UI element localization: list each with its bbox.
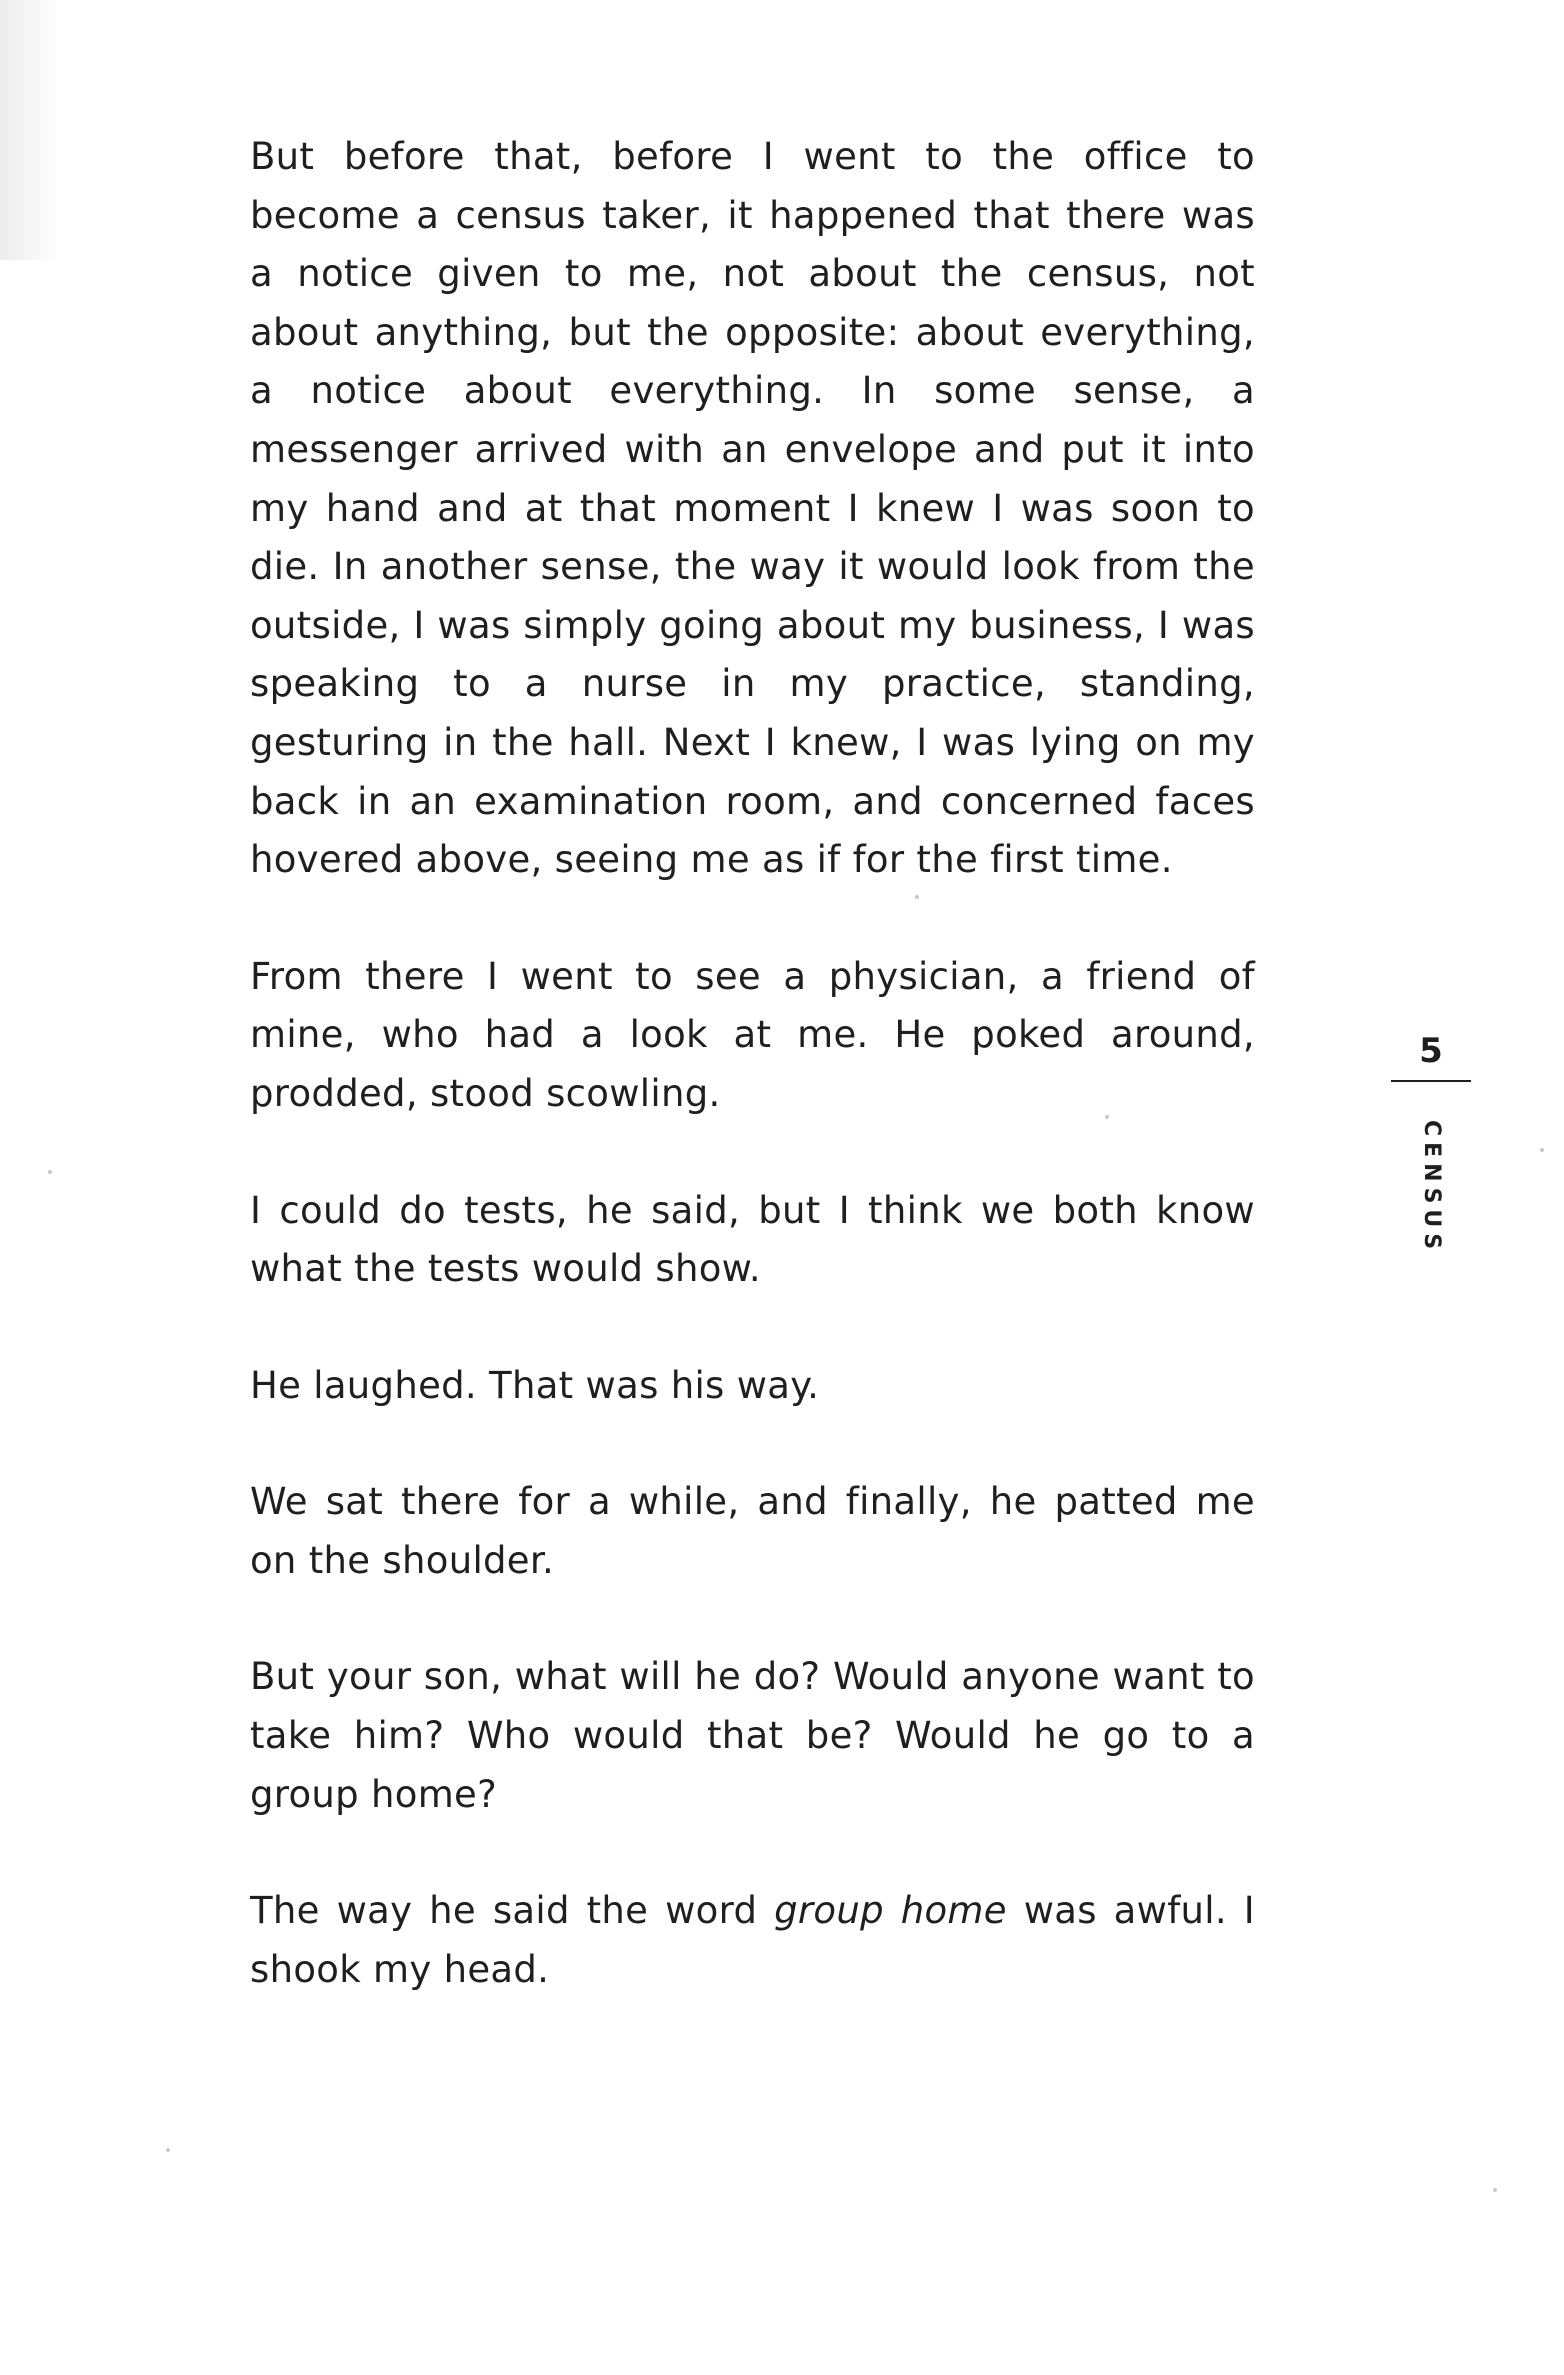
paragraph: But before that, before I went to the office to become a census taker, it happened that there was a notice given to me, not about the census, not about anything, but the opposite: about everything, a notice about everything. In some sense, a messenger arrived with an envelope and put it into my hand and at that moment I knew I was soon to die. In another sense, the way it would look from the outside, I was simply going about my business, I was speaking to a nurse in my practice, standing, gesturing in the hall. Next I knew, I was lying on my back in an examination room, and concerned faces hovered above, seeing me as if for the first time. bbox=[250, 135, 1255, 882]
paper-speck bbox=[1493, 2188, 1497, 2192]
paragraph: But your son, what will he do? Would anyone want to take him? Who would that be? Would he go to a group home? bbox=[250, 1655, 1255, 1816]
paper-speck bbox=[1105, 1115, 1109, 1119]
running-head: CENSUS bbox=[1419, 1120, 1444, 1256]
page-number: 5 bbox=[1419, 1031, 1443, 1071]
paper-speck bbox=[48, 1170, 52, 1174]
folio-rule bbox=[1391, 1080, 1471, 1082]
paper-speck bbox=[1540, 1148, 1544, 1152]
paragraph: We sat there for a while, and finally, he patted me on the shoulder. bbox=[250, 1480, 1255, 1582]
paragraph bbox=[250, 1882, 1255, 1999]
folio bbox=[1384, 1030, 1478, 1082]
paragraph: From there I went to see a physician, a friend of mine, who had a look at me. He poked around, prodded, stood scowling. bbox=[250, 954, 1255, 1115]
body-text bbox=[250, 128, 1255, 1999]
paragraph: I could do tests, he said, but I think we both know what the tests would show. bbox=[250, 1188, 1255, 1291]
paragraph: He laughed. That was his way. bbox=[250, 1363, 820, 1407]
paper-speck bbox=[915, 895, 919, 899]
emphasized-text: group home bbox=[774, 1889, 1007, 1933]
paper-speck bbox=[166, 2148, 170, 2152]
paragraph-text: was awful. I shook my head. bbox=[250, 1889, 1255, 1991]
page-edge-shadow bbox=[0, 0, 60, 260]
paragraph-text: The way he said the word bbox=[250, 1889, 775, 1933]
